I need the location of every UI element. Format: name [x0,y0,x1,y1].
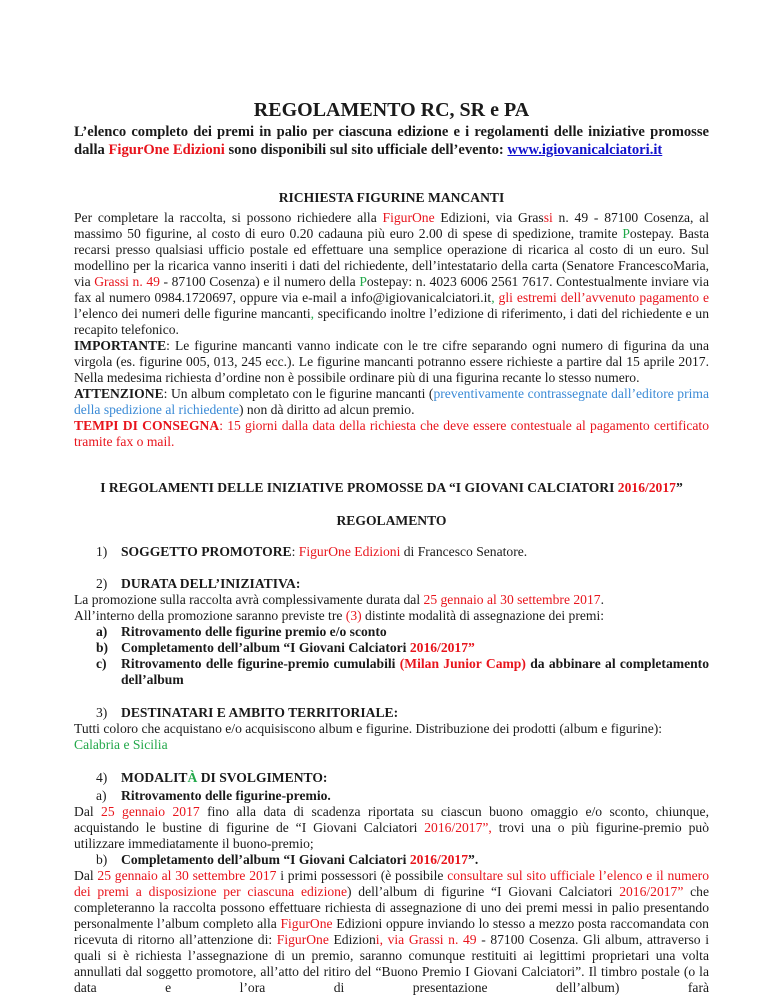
text-segment: , [491,290,495,305]
website-link[interactable]: www.igiovanicalciatori.it [507,141,663,158]
text-segment: trovi una o più figurine-premio può utilizzare immediatamente il buono-premio; [74,820,709,851]
text-segment: FigurOne Edizioni [108,141,225,158]
importante-text [74,338,709,386]
text-segment: Dal [74,868,98,883]
text-segment: Calabria e Sicilia [74,737,168,752]
item-soggetto-promotore [74,544,756,560]
item-number: 1) [96,544,108,559]
text-segment: TEMPI DI CONSEGNA [74,418,220,433]
text-segment: , [310,306,315,321]
durata-text [74,608,709,624]
text-segment: 2016/2017” [619,884,684,899]
text-segment: i primi possessori (è possibile [276,868,448,883]
regolamento-heading: REGOLAMENTO [336,513,447,528]
svolgimento-a-text [74,804,709,852]
text-segment: specificando inoltre l’edizione di riferimento, i dati del richiedente e un recapito telefonico. [74,306,709,337]
text-segment: Edizioni oppure inviando lo stesso a mezzo posta raccomandata con ricevuta di ritorno all’attenzione di: [74,916,709,947]
item-heading [121,576,300,591]
text-segment: consultare sul sito ufficiale l’elenco e il numero dei premi a disposizione per ciascuna edizione [74,868,709,899]
text-segment: Tutti coloro che acquistano e/o acquisiscono album e figurine. Distribuzione dei prodotti (album e figurine): [74,721,663,736]
item-heading [121,770,327,785]
text-segment: sono disponibili sul sito ufficiale dell’evento: [224,141,508,158]
richiesta-text [74,210,709,338]
item-number: 3) [96,705,108,720]
text-segment: si [543,210,553,225]
text-segment: Edizioni, via Gras [434,210,544,225]
durata-text [74,592,709,608]
text-segment: ) dell’album di figurine “I Giovani Calciatori [347,884,620,899]
text-segment: FigurOne Edizioni [298,544,401,559]
list-marker: b) [96,852,108,867]
document-title: REGOLAMENTO RC, SR e PA [253,99,530,121]
text-segment: P [359,274,367,289]
text-segment: ATTENZIONE [74,386,164,401]
text-segment: Grassi n. 49 [94,274,160,289]
text-segment: ostepay: n. 4023 6006 2561 7617. Contestualmente inviare via fax al numero 0984.1720697, oppure via e-mail a info@igiovanicalciatori.it [74,274,709,305]
text-segment: di Francesco Senatore. [400,544,528,559]
list-item [121,852,478,867]
text-segment: 2016/2017”, [424,820,492,835]
text-segment: da abbinare al completamento dell’album [121,656,709,687]
text-segment: : Un album completato con le figurine mancanti ( [163,386,434,401]
text-segment: Completamento dell’album “I Giovani Calciatori [121,640,410,655]
section-heading-richiesta: RICHIESTA FIGURINE MANCANTI [278,190,505,205]
tempi-consegna-text [74,418,709,450]
text-segment: Ritrovamento delle figurine-premio. [121,788,331,803]
text-segment: DESTINATARI E AMBITO TERRITORIALE: [121,705,399,720]
text-segment: : 15 giorni dalla data della richiesta che deve essere contestuale al pagamento certificato tramite fax o mail. [74,418,709,449]
text-segment: Per completare la raccolta, si possono richiedere alla [74,210,383,225]
list-item [121,640,475,655]
text-segment: ) non dà diritto ad alcun premio. [238,402,415,417]
text-segment: P [622,226,630,241]
text-segment: FigurOne [276,932,329,947]
item-destinatari [74,705,709,753]
text-segment: SOGGETTO PROMOTORE [121,544,292,559]
text-segment: n. 49 - 87100 Cosenza, al massimo 50 figurine, al costo di euro 0.20 cadauna più euro 2.00 di spese di spedizione, tramite [74,210,709,241]
text-segment: Ritrovamento delle figurine-premio cumulabili [121,656,400,671]
text-segment: FigurOne [280,916,333,931]
text-segment: (3) [345,608,362,623]
text-segment: DI SVOLGIMENTO: [197,770,328,785]
text-segment: i [375,932,380,947]
text-segment: L’elenco completo dei premi in palio per ciascuna edizione e i regolamenti delle iniziative promosse dalla [74,124,709,158]
text-segment: ”. [468,852,479,867]
list-item [121,788,331,803]
text-segment: Completamento dell’album “I Giovani Calciatori [121,852,410,867]
regolamenti-heading [74,480,709,496]
item-number: 4) [96,770,108,785]
text-segment: l’elenco dei numeri delle figurine mancanti [74,306,311,321]
text-segment: ” [675,480,683,495]
item-durata [74,576,709,688]
text-segment: À [187,770,198,785]
text-segment: gli estremi dell’avvenuto pagamento e [494,290,709,305]
text-segment: Dal [74,804,102,819]
svolgimento-b-text [74,868,709,996]
destinatari-text [74,721,709,753]
text-segment: Grassi n. 49 [408,932,477,947]
text-segment: La promozione sulla raccolta avrà complessivamente durata dal [74,592,424,607]
text-segment: 25 gennaio al 30 settembre 2017 [97,868,277,883]
text-segment: All’interno della promozione saranno previste tre [74,608,346,623]
text-segment: FigurOne [382,210,435,225]
text-segment: 2016/2017 [617,480,676,495]
text-segment: , via [379,932,409,947]
text-segment: I REGOLAMENTI DELLE INIZIATIVE PROMOSSE DA “I GIOVANI CALCIATORI [100,480,618,495]
richiesta-paragraph [74,210,709,450]
text-segment: 25 gennaio 2017 [101,804,200,819]
text-segment: - 87100 Cosenza. Gli album, attraverso i quali si è richiesta l’assegnazione di un premio, saranno comunque restituiti ai legittimi proprietari una volta annullati dal soggetto promotore, all’atto del ritiro del “Buono Premio I Giovani Calciatori”. Il timbro postale (o la data e l’ora di presentazione dell’album) farà [74,932,709,995]
text-segment: - 87100 Cosenza) e il numero della [159,274,360,289]
text-segment: DURATA DELL’INIZIATIVA: [121,576,301,591]
item-text [121,544,527,559]
item-modalita [74,770,709,996]
text-segment: ostepay. Basta recarsi presso qualsiasi ufficio postale ed effettuare una semplice operazione di ricarica al costo di un euro. Sul modellino per la ricarica vanno inseriti i dati del richiedente, dell’intestatario della carta (Senatore FrancescoMaria, via [74,226,709,289]
text-segment: Edizion [328,932,376,947]
list-marker: b) [96,640,109,655]
list-item [121,624,387,639]
list-item [121,656,709,687]
text-segment: che completeranno la raccolta possono effettuare richiesta di assegnazione di uno dei premi messi in palio presentando personalmente l’album completo alla [74,884,710,931]
text-segment: fino alla data di scadenza riportata su ciascun buono omaggio e/o sconto, chiunque, acquistando le bustine di figurine de “I Giovani Calciatori [74,804,709,835]
text-segment: 2016/2017” [409,640,475,655]
text-segment: 2016/2017 [409,852,469,867]
text-segment: Ritrovamento delle figurine premio e/o sconto [121,624,387,639]
item-heading [121,705,398,720]
intro-paragraph [74,124,709,159]
list-marker: a) [96,624,108,639]
text-segment: (Milan Junior Camp) [399,656,526,671]
text-segment: : [291,544,299,559]
list-marker: a) [96,788,107,803]
text-segment: 25 gennaio al 30 settembre 2017 [423,592,601,607]
text-segment: IMPORTANTE [74,338,167,353]
list-marker: c) [96,656,107,671]
text-segment: : Le figurine mancanti vanno indicate con le tre cifre separando ogni numero di figurina da una virgola (es. figurine 005, 013, 245 ecc.). Le figurine mancanti potranno essere richieste a partire dal 15 aprile 2017. Nella medesima richiesta d’ordine non è possibile ordinare più di una figurina recante lo stesso numero. [74,338,709,385]
item-number: 2) [96,576,108,591]
attenzione-text [74,386,709,418]
text-segment: . [600,592,604,607]
text-segment: distinte modalità di assegnazione dei premi: [361,608,605,623]
text-segment: preventivamente contrassegnate dall’editore prima della spedizione al richiedente [74,386,709,417]
text-segment: MODALIT [121,770,188,785]
